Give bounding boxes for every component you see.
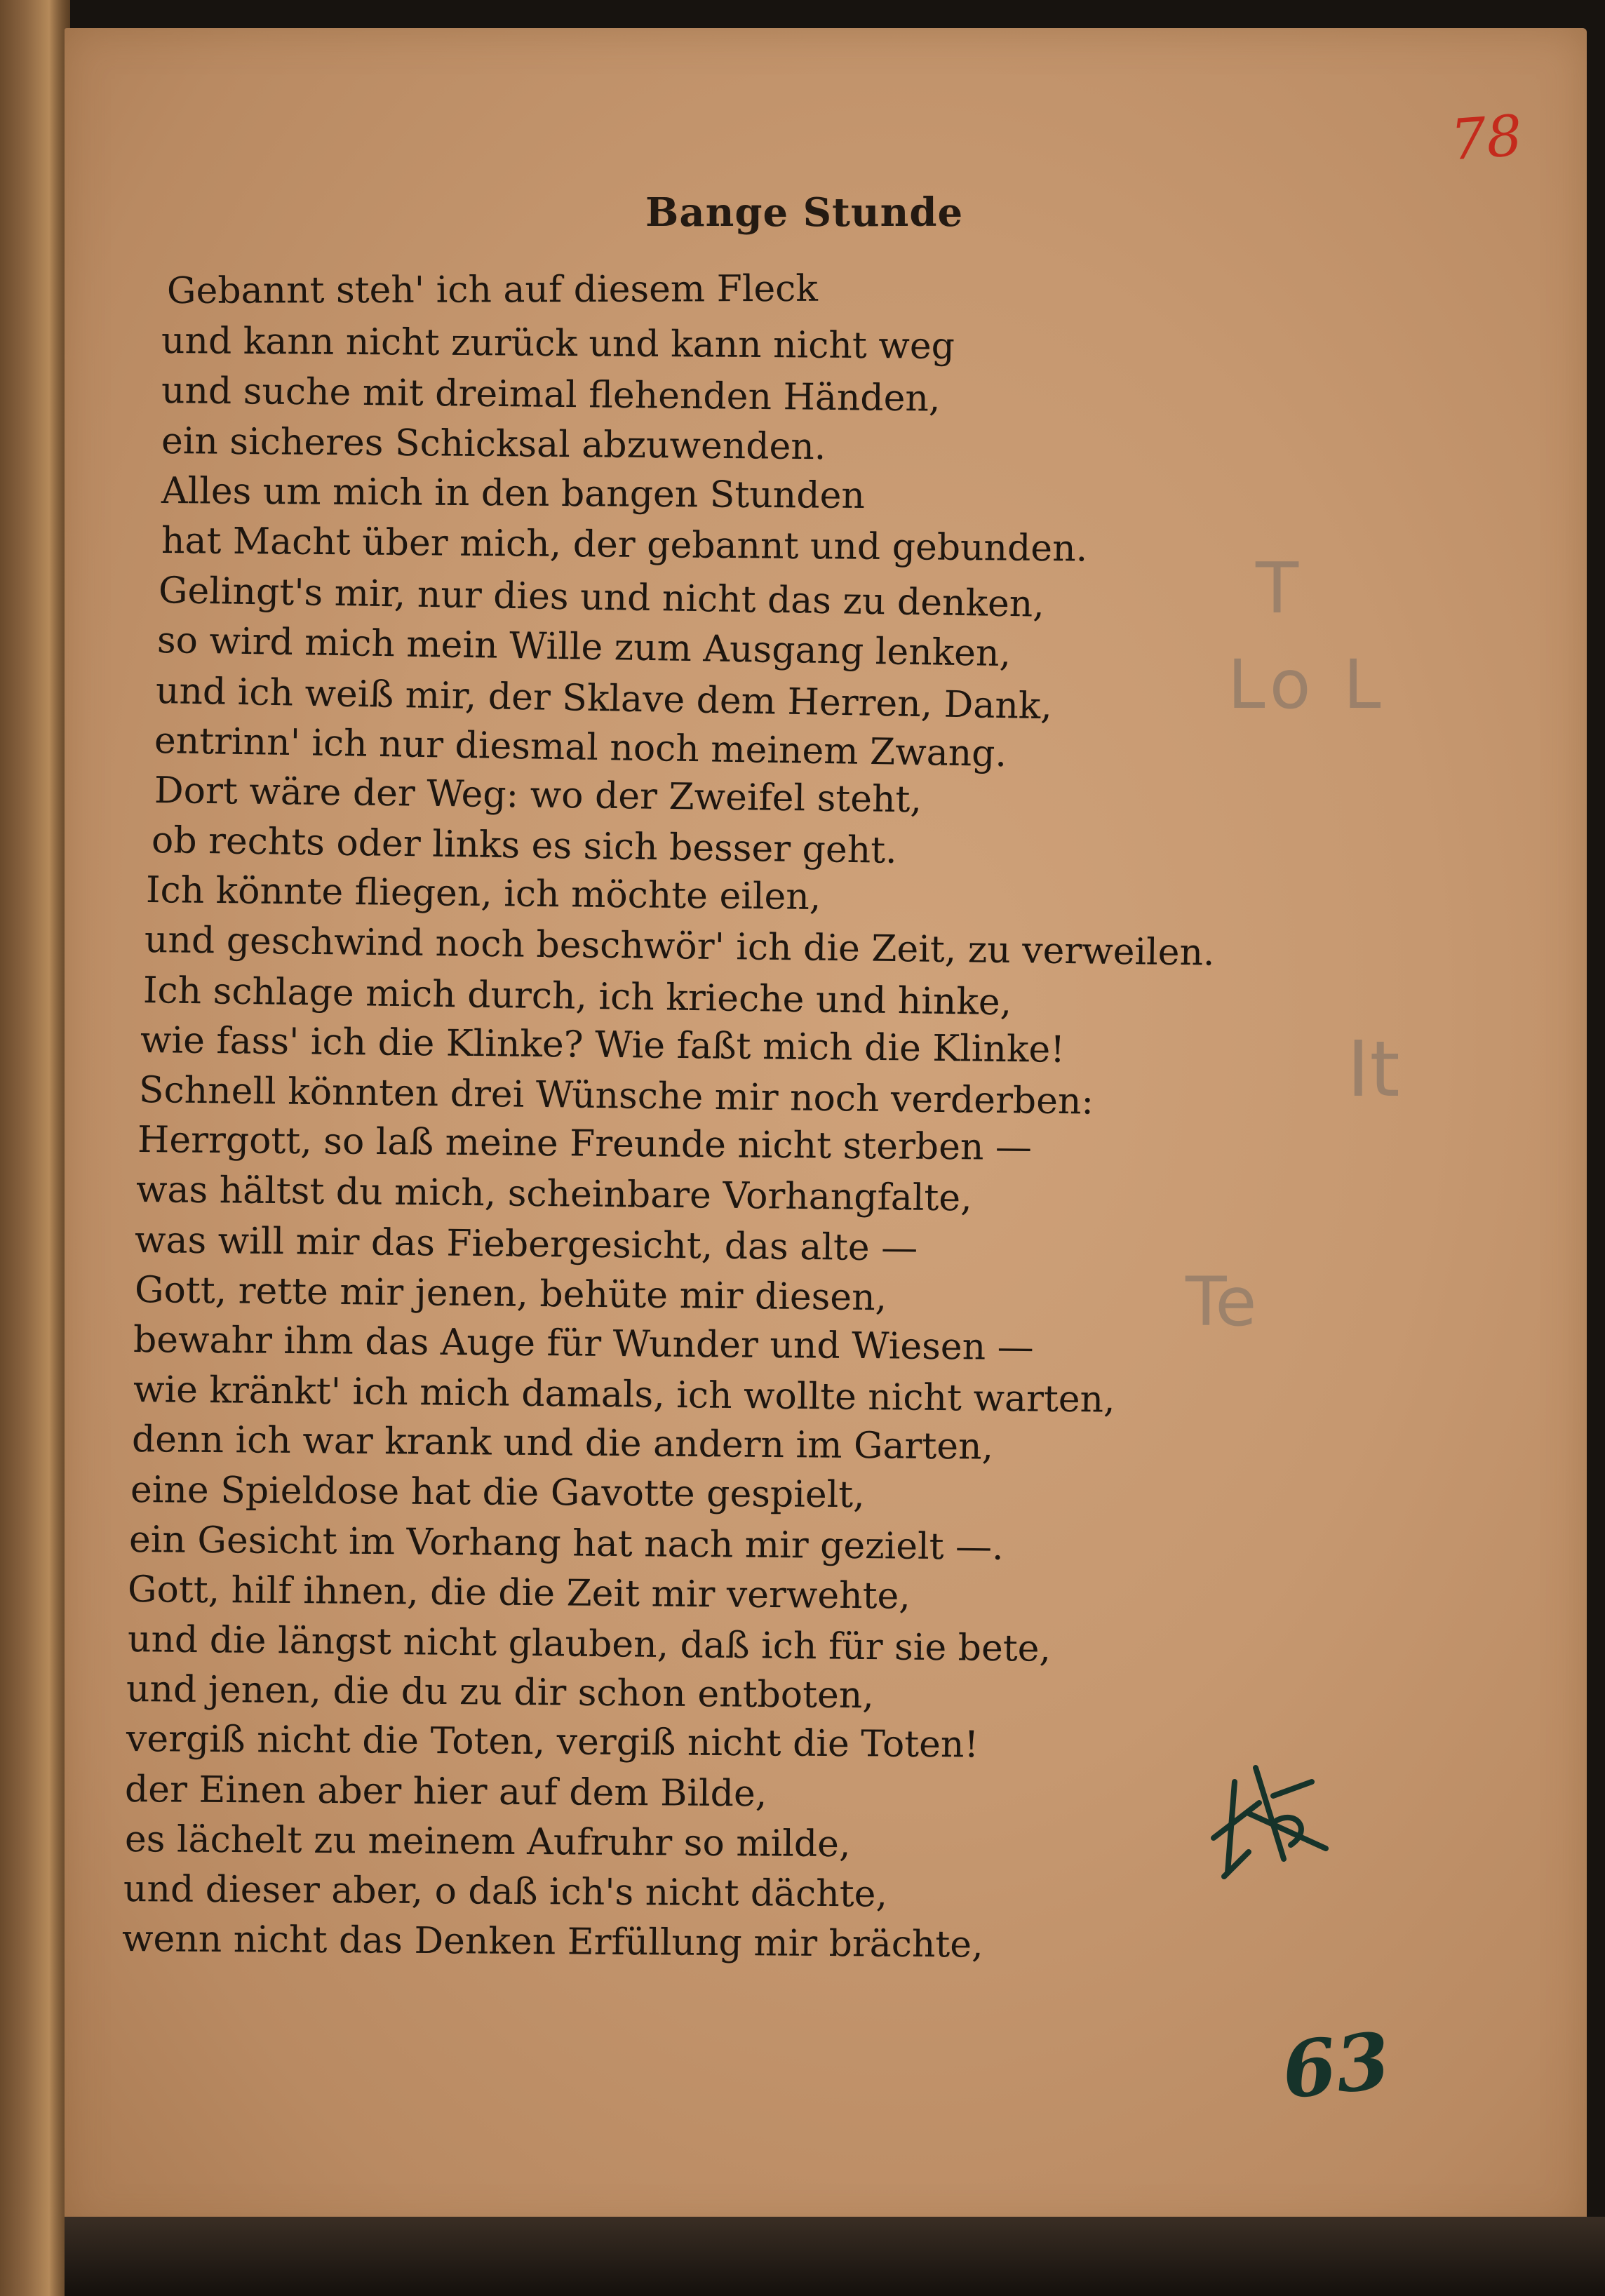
pencil-note: Lo L — [1228, 645, 1387, 724]
poem-line: Schnell könnten drei Wünsche mir noch verderben: — [138, 1069, 1094, 1123]
poem-body — [121, 267, 1368, 1966]
poem-line: ob rechts oder links es sich besser geht. — [151, 819, 898, 872]
pencil-note: It — [1347, 1024, 1400, 1114]
poem-line: es lächelt zu meinem Aufruhr so milde, — [124, 1818, 851, 1866]
poem-line: wie kränkt' ich mich damals, ich wollte nicht warten, — [133, 1369, 1115, 1421]
poem-line: Alles um mich in den bangen Stunden — [161, 469, 866, 517]
poem-line: und kann nicht zurück und kann nicht weg — [161, 320, 955, 368]
poem-line: so wird mich mein Wille zum Ausgang lenken, — [156, 619, 1012, 676]
poem-line: Herrgott, so laß meine Freunde nicht sterben — — [137, 1119, 1033, 1169]
poem-line: Gott, rette mir jenen, behüte mir diesen, — [134, 1268, 887, 1319]
poem-line: denn ich war krank und die andern im Garten, — [131, 1418, 994, 1469]
poem-line: Gebannt steh' ich auf diesem Fleck — [166, 267, 818, 312]
poem-line: vergiß nicht die Toten, vergiß nicht die Toten! — [126, 1718, 979, 1766]
poem-line: und die längst nicht glauben, daß ich für sie bete, — [127, 1618, 1052, 1670]
page-bottom-shadow — [65, 2217, 1605, 2296]
poem-line: was hältst du mich, scheinbare Vorhangfalte, — [135, 1169, 972, 1220]
poem-line: was will mir das Fiebergesicht, das alte — — [134, 1219, 918, 1270]
poem-line: Ich könnte fliegen, ich möchte eilen, — [145, 869, 821, 919]
poem-line: entrinn' ich nur diesmal noch meinem Zwang. — [154, 719, 1007, 775]
poem-line: ein sicheres Schicksal abzuwenden. — [161, 419, 826, 468]
poem-line: Ich schlage mich durch, ich krieche und hinke, — [142, 969, 1012, 1023]
poem-line: ein Gesicht im Vorhang hat nach mir gezielt —. — [128, 1518, 1004, 1569]
poem-line: wie fass' ich die Klinke? Wie faßt mich die Klinke! — [140, 1019, 1066, 1071]
poem-line: und jenen, die du zu dir schon entboten, — [126, 1668, 875, 1717]
poem-line: hat Macht über mich, der gebannt und gebunden. — [161, 519, 1088, 570]
poem-line: und dieser aber, o daß ich's nicht dächte, — [123, 1868, 888, 1916]
pencil-note: T — [1256, 547, 1299, 629]
poem-line: bewahr ihm das Auge für Wunder und Wiesen — — [133, 1318, 1034, 1369]
poem-line: und suche mit dreimal flehenden Händen, — [161, 370, 941, 421]
poem-line: der Einen aber hier auf dem Bilde, — [124, 1768, 767, 1815]
poem-line: Gott, hilf ihnen, die die Zeit mir verwehte, — [127, 1568, 911, 1618]
poem-line: eine Spieldose hat die Gavotte gespielt, — [130, 1468, 865, 1516]
handwritten-page-number: 63 — [1277, 2015, 1395, 2116]
poem-line: Dort wäre der Weg: wo der Zweifel steht, — [154, 769, 922, 821]
pencil-note: Te — [1186, 1263, 1257, 1341]
handwritten-folio-number: 78 — [1448, 102, 1524, 173]
poem-line: und geschwind noch beschwör' ich die Zeit, zu verweilen. — [144, 919, 1215, 975]
poem-line: und ich weiß mir, der Sklave dem Herren, Dank, — [155, 669, 1053, 727]
poem-line: wenn nicht das Denken Erfüllung mir brächte, — [121, 1918, 983, 1966]
poem-line: Gelingt's mir, nur dies und nicht das zu denken, — [158, 570, 1045, 626]
handwritten-mark-icon — [1207, 1754, 1333, 1887]
poem-title: Bange Stunde — [645, 189, 964, 236]
